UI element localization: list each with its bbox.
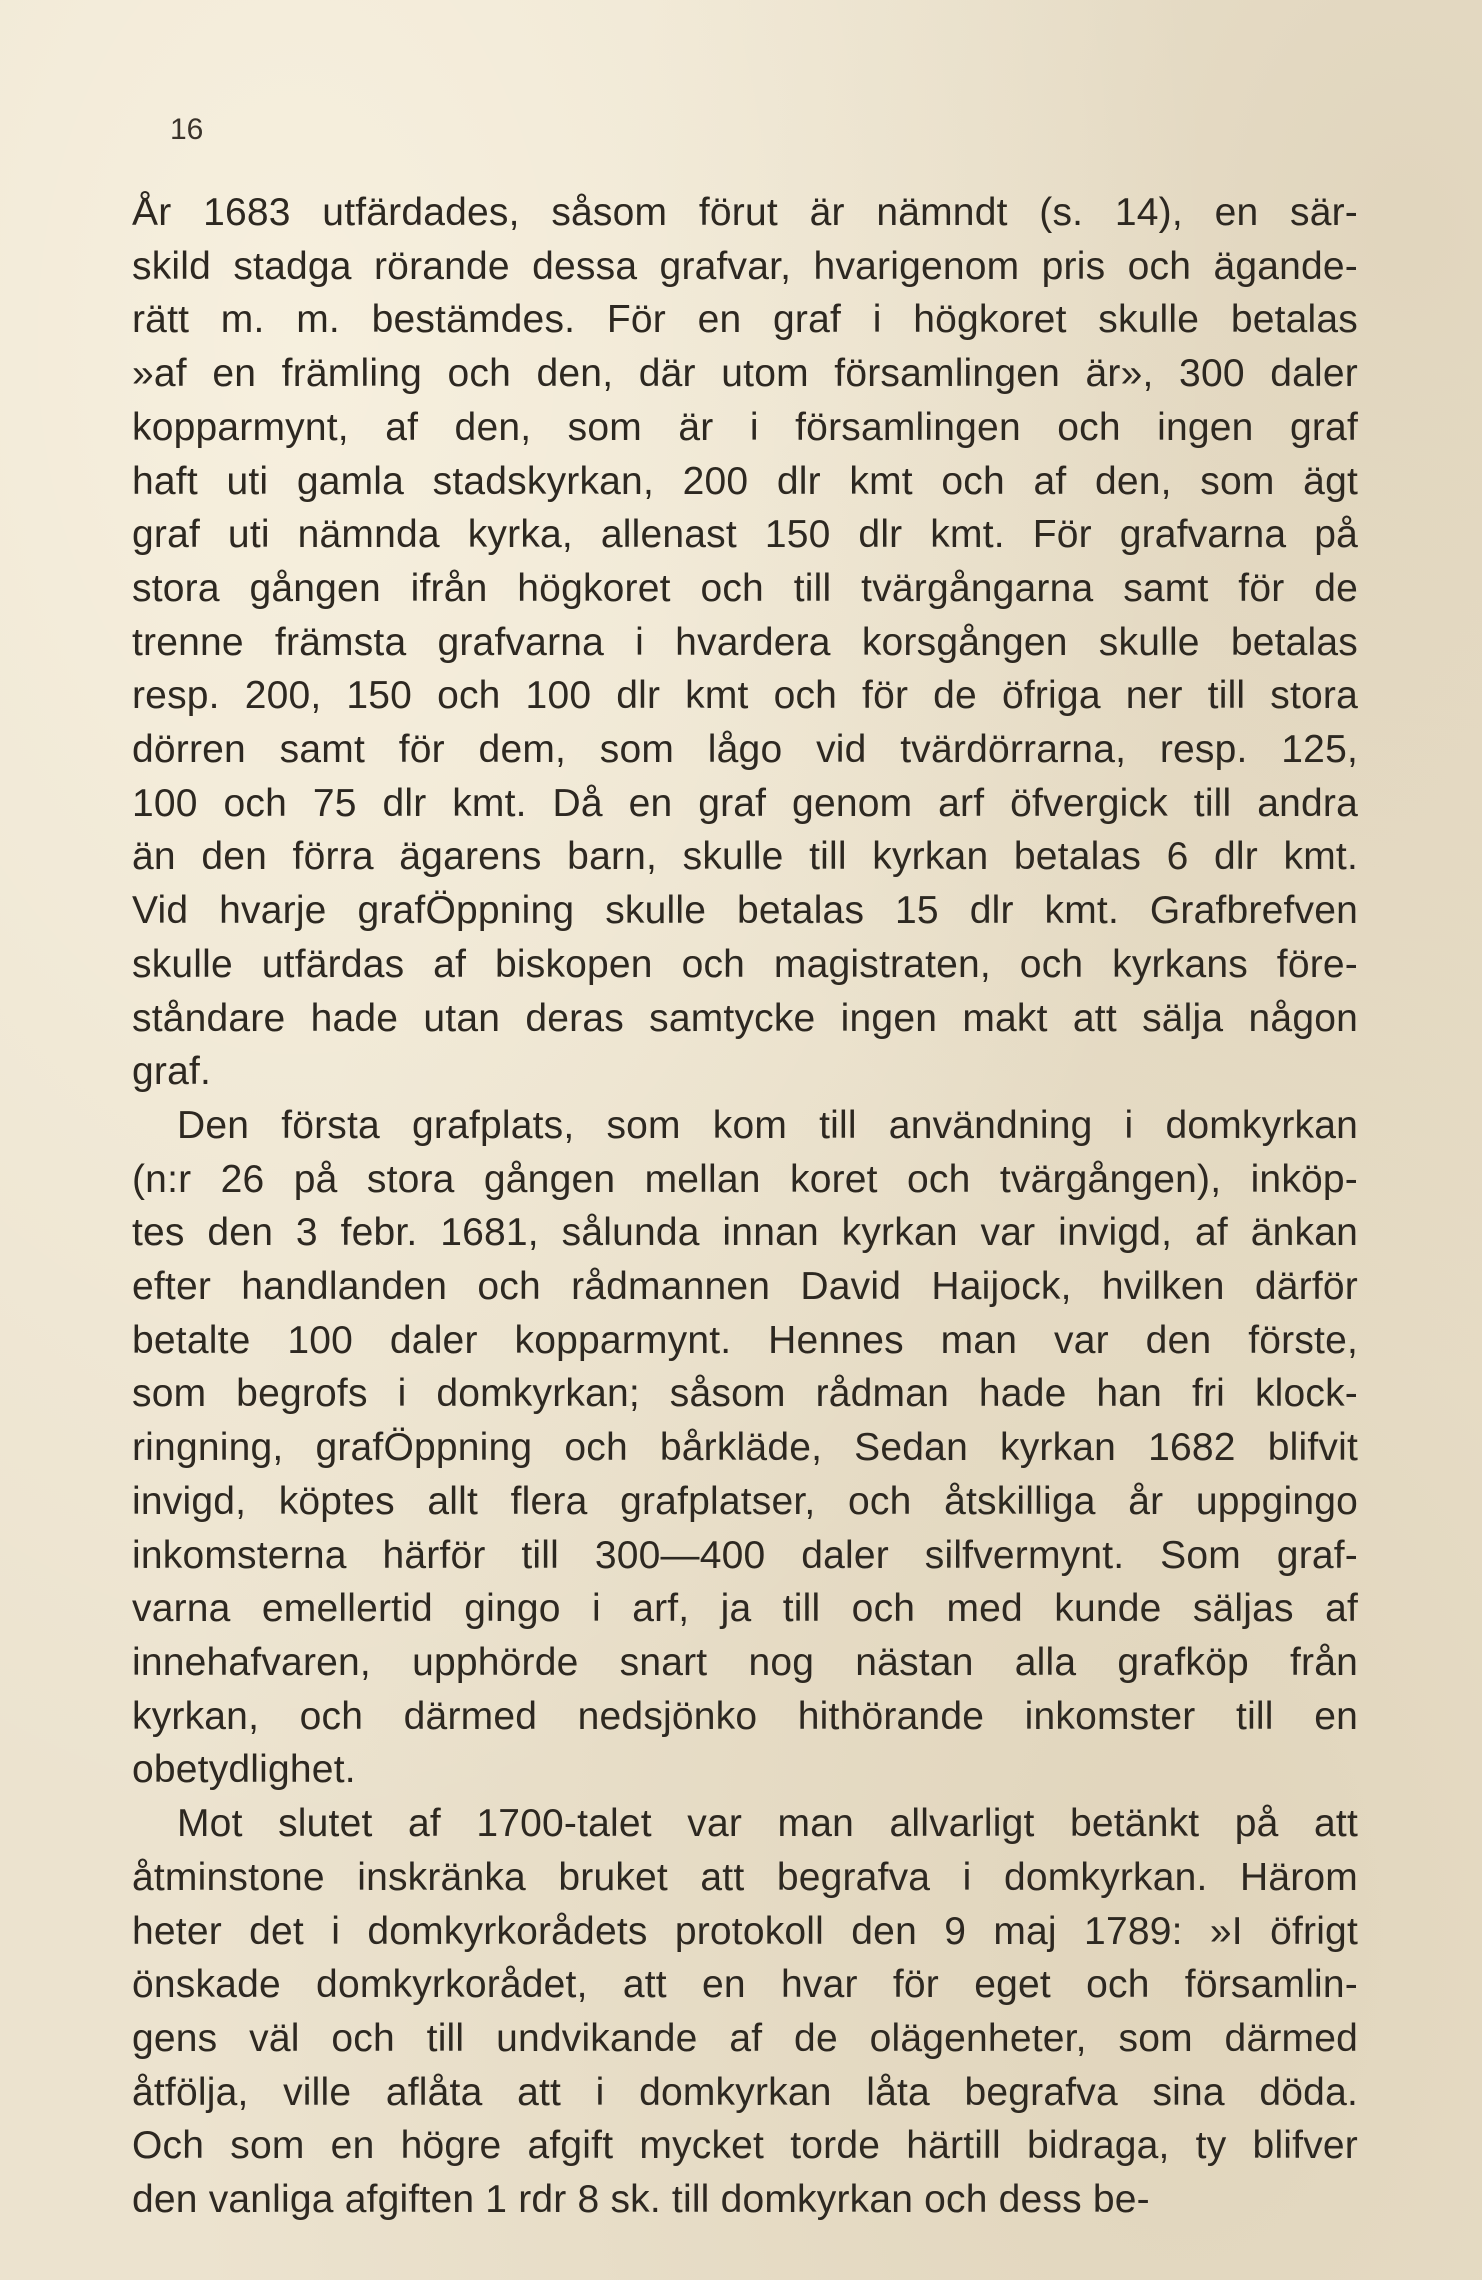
paragraph <box>132 186 1358 1099</box>
text-line: rätt m. m. bestämdes. För en graf i högkoret skulle betalas <box>132 298 1358 342</box>
text-line: invigd, köptes allt flera grafplatser, och åtskilliga år uppgingo <box>132 1479 1358 1523</box>
text-line: resp. 200, 150 och 100 dlr kmt och för de öfriga ner till stora <box>132 674 1358 718</box>
text-line: än den förra ägarens barn, skulle till kyrkan betalas 6 dlr kmt. <box>132 835 1358 879</box>
text-line: den vanliga afgiften 1 rdr 8 sk. till domkyrkan och dess be- <box>132 2178 1150 2222</box>
text-line: skulle utfärdas af biskopen och magistraten, och kyrkans före- <box>132 942 1358 986</box>
text-line: »af en främling och den, där utom församlingen är», 300 daler <box>132 352 1358 396</box>
text-line: År 1683 utfärdades, såsom förut är nämndt (s. 14), en sär- <box>132 191 1358 234</box>
text-line: Vid hvarje grafÖppning skulle betalas 15 dlr kmt. Grafbrefven <box>132 889 1358 933</box>
text-line: Den första grafplats, som kom till användning i domkyrkan <box>177 1103 1358 1147</box>
text-line: 100 och 75 dlr kmt. Då en graf genom arf öfvergick till andra <box>132 781 1358 825</box>
text-line: trenne främsta grafvarna i hvardera korsgången skulle betalas <box>132 620 1358 664</box>
text-line: efter handlanden och rådmannen David Haijock, hvilken därför <box>132 1265 1358 1309</box>
text-line: betalte 100 daler kopparmynt. Hennes man var den förste, <box>132 1318 1358 1362</box>
text-line: gens väl och till undvikande af de olägenheter, som därmed <box>132 2016 1358 2060</box>
text-line: inkomsterna härför till 300—400 daler silfvermynt. Som graf- <box>132 1533 1358 1577</box>
text-line: innehafvaren, upphörde snart nog nästan alla grafköp från <box>132 1640 1358 1684</box>
text-line: stora gången ifrån högkoret och till tvärgångarna samt för de <box>132 566 1358 610</box>
text-line: skild stadga rörande dessa grafvar, hvarigenom pris och ägande- <box>132 244 1358 288</box>
text-line: som begrofs i domkyrkan; såsom rådman hade han fri klock- <box>132 1372 1358 1416</box>
text-line: (n:r 26 på stora gången mellan koret och tvärgången), inköp- <box>132 1157 1358 1201</box>
text-line: ståndare hade utan deras samtycke ingen makt att sälja någon <box>132 996 1358 1040</box>
page-number: 16 <box>170 113 204 146</box>
text-line: tes den 3 febr. 1681, sålunda innan kyrkan var invigd, af änkan <box>132 1211 1358 1255</box>
text-line: önskade domkyrkorådet, att en hvar för eget och församlin- <box>132 1963 1358 2007</box>
text-line: varna emellertid gingo i arf, ja till och med kunde säljas af <box>132 1587 1358 1631</box>
paragraph <box>132 1099 1358 1797</box>
text-line: kopparmynt, af den, som är i församlingen och ingen graf <box>132 405 1358 449</box>
text-line: Och som en högre afgift mycket torde härtill bidraga, ty blifver <box>132 2124 1358 2168</box>
text-line: Mot slutet af 1700-talet var man allvarligt betänkt på att <box>177 1802 1358 1846</box>
text-line: åtminstone inskränka bruket att begrafva i domkyrkan. Härom <box>132 1855 1358 1899</box>
text-line: åtfölja, ville aflåta att i domkyrkan låta begrafva sina döda. <box>132 2070 1358 2114</box>
text-line: ringning, grafÖppning och bårkläde, Sedan kyrkan 1682 blifvit <box>132 1426 1358 1470</box>
text-line: heter det i domkyrkorådets protokoll den 9 maj 1789: »I öfrigt <box>132 1909 1358 1953</box>
text-line: haft uti gamla stadskyrkan, 200 dlr kmt och af den, som ägt <box>132 459 1358 503</box>
paragraph <box>132 1797 1358 2227</box>
text-line: kyrkan, och därmed nedsjönko hithörande inkomster till en <box>132 1694 1358 1738</box>
text-line: obetydlighet. <box>132 1748 356 1792</box>
text-line: dörren samt för dem, som lågo vid tvärdörrarna, resp. 125, <box>132 728 1358 772</box>
text-line: graf. <box>132 1050 212 1094</box>
text-line: graf uti nämnda kyrka, allenast 150 dlr kmt. För grafvarna på <box>132 513 1358 557</box>
body-text <box>132 186 1358 2227</box>
